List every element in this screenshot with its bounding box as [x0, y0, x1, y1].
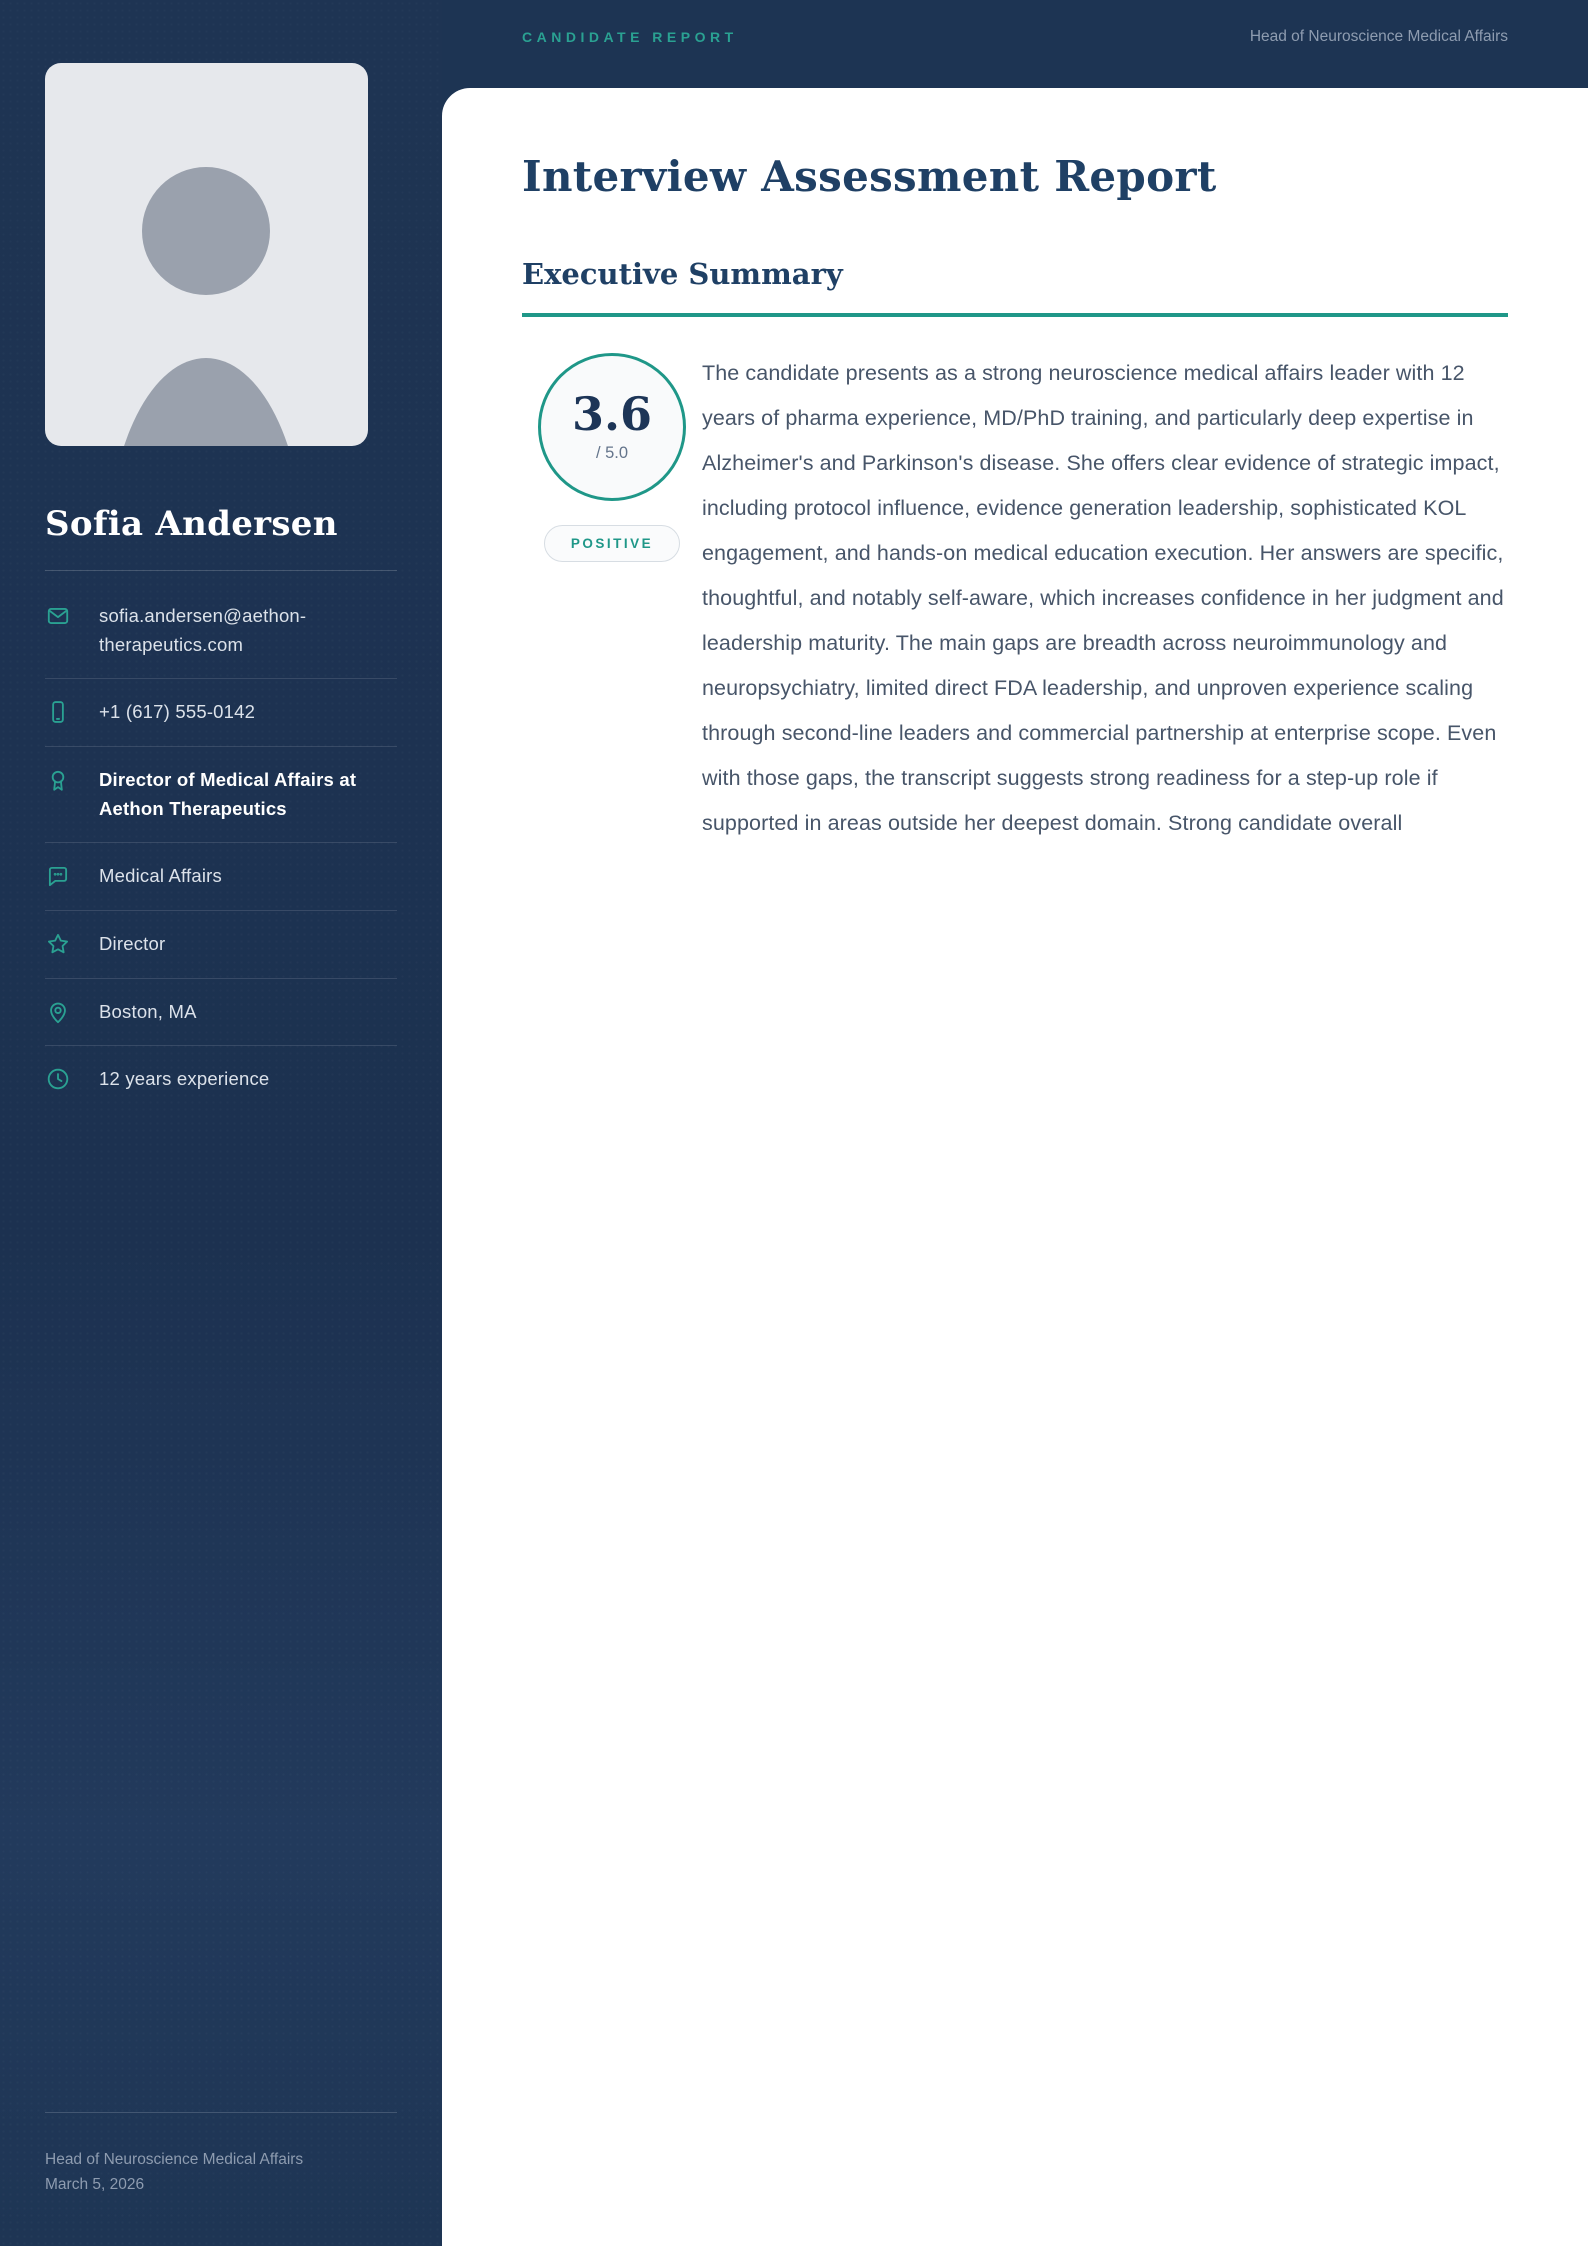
award-icon [45, 767, 71, 793]
overall-score-circle [538, 353, 686, 501]
page-title: Interview Assessment Report [522, 152, 1217, 201]
sidebar-footer [45, 2112, 397, 2198]
report-type-label: CANDIDATE REPORT [522, 29, 738, 45]
candidate-name: Sofia Andersen [45, 504, 338, 544]
summary-section-body [522, 351, 1508, 846]
section-accent-rule [522, 313, 1508, 317]
footer-date: March 5, 2026 [45, 2176, 145, 2194]
candidate-sidebar [0, 0, 442, 2246]
score-denominator: / 5.0 [595, 443, 629, 462]
section-heading-executive-summary: Executive Summary [522, 257, 843, 291]
recommendation-badge: POSITIVE [544, 525, 680, 562]
chat-icon [45, 863, 71, 889]
contact-row-department [45, 843, 397, 911]
contact-row-phone [45, 679, 397, 747]
executive-summary-text: The candidate presents as a strong neuroscience medical affairs leader with 12 years of pharma experience, MD/PhD training, and particularly deep expertise in Alzheimer's and Parkinson's disease. She offers clear evidence of strategic impact, including protocol influence, evidence generation leadership, sophisticated KOL engagement, and hands-on medical education execution. Her answers are specific, thoughtful, and notably self-aware, which increases confidence in her judgment and leadership maturity. The main gaps are breadth across neuroimmunology and neuropsychiatry, limited direct FDA leadership, and unproven experience scaling through second-line leaders and commercial partnership at enterprise scope. Even with those gaps, the transcript suggests strong readiness for a step-up role if supported in areas outside her deepest domain. Strong candidate overall [702, 360, 1504, 835]
clock-icon [45, 1066, 71, 1092]
divider [45, 570, 397, 571]
divider [45, 2112, 397, 2113]
location-pin-icon [45, 999, 71, 1025]
seniority-value: Director [99, 933, 166, 955]
report-content [442, 88, 1588, 2246]
footer-role: Head of Neuroscience Medical Affairs [45, 2150, 304, 2168]
contact-row-current-role [45, 747, 397, 843]
email-value: sofia.andersen@aethon-therapeutics.com [99, 605, 307, 655]
main-area [442, 0, 1588, 2246]
top-bar [442, 0, 1588, 88]
location-value: Boston, MA [99, 1000, 197, 1022]
score-column [522, 351, 702, 846]
mail-icon [45, 603, 71, 629]
header-role-label: Head of Neuroscience Medical Affairs [1249, 28, 1508, 45]
experience-value: 12 years experience [99, 1068, 270, 1090]
contact-row-seniority [45, 911, 397, 979]
score-value: 3.6 [571, 386, 653, 441]
contact-list [45, 583, 397, 1113]
avatar [45, 63, 368, 446]
contact-row-email [45, 583, 397, 679]
contact-row-experience [45, 1046, 397, 1113]
person-silhouette-icon [45, 63, 368, 446]
contact-row-location [45, 979, 397, 1047]
star-icon [45, 931, 71, 957]
phone-value: +1 (617) 555-0142 [99, 701, 256, 723]
phone-icon [45, 699, 71, 725]
department-value: Medical Affairs [99, 865, 222, 887]
current-role-value: Director of Medical Affairs at Aethon Therapeutics [99, 769, 357, 819]
